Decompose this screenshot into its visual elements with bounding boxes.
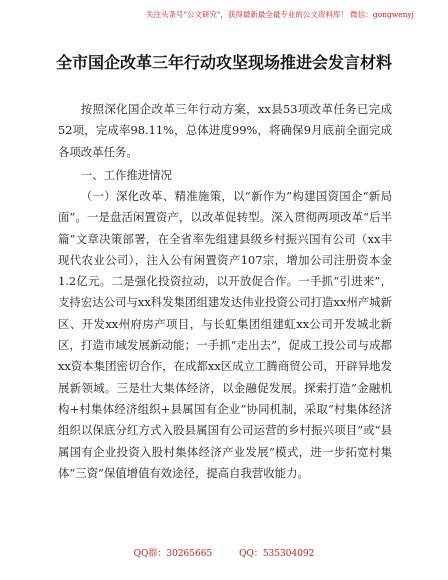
section-heading: 一、工作推进情况 <box>80 168 172 182</box>
intro-paragraph: 按照深化国企改革三年行动方案，xx县53项改革任务已完成52项，完成率98.11%，总体进度99%，将确保9月底前全面完成各项改革任务。 <box>58 102 392 159</box>
footer-qq-group: QQ群：30265665 <box>133 549 213 559</box>
page-title: 全市国企改革三年行动攻坚现场推进会发言材料 <box>55 53 392 72</box>
section-paragraph: （一）深化改革、精准施策，以“新作为”构建国资国企“新局面”。一是盘活闲置资产，以改革促转型。深入贯彻两项改革“后半篇”文章决策部署，在全省率先组建县级乡村振兴国有公司（xx丰现代农业公司），注入公有闲置资产107宗，增加公司注册资本金1.2亿元。二是强化投资拉动，以开放促合作。一手抓“引进来”，支持宏达公司与xx科发集团组建发达伟业投资公司打造xx州产城新区、开发xx州府房产项目，与长虹集团组建虹xx公司开发城北新区，打造市域发展新动能；一手抓“走出去”，促成工投公司与成都xx资本集团密切合作，在成都xx区成立工腾商贸公司，开辟异地发展新领域。三是壮大集体经济，以金融促发展。探索打造“金融机构+村集体经济组织+县属国有企业”协同机制，采取“村集体经济组织以保底分红方式入股县属国有公司运营的乡村振兴项目”或“县属国有企业投资入股村集体经济产业发展”模式，进一步拓宽村集体“三资”保值增值有效途径，提高自我营收能力。 <box>58 189 392 480</box>
footer-qq: QQ：535304092 <box>239 549 315 559</box>
footer-contact <box>0 546 448 559</box>
header-banner: 关注头条号"公文研究"，获得最新最全最专业的公文资料库！ 微信：gongwenyj <box>146 10 414 19</box>
